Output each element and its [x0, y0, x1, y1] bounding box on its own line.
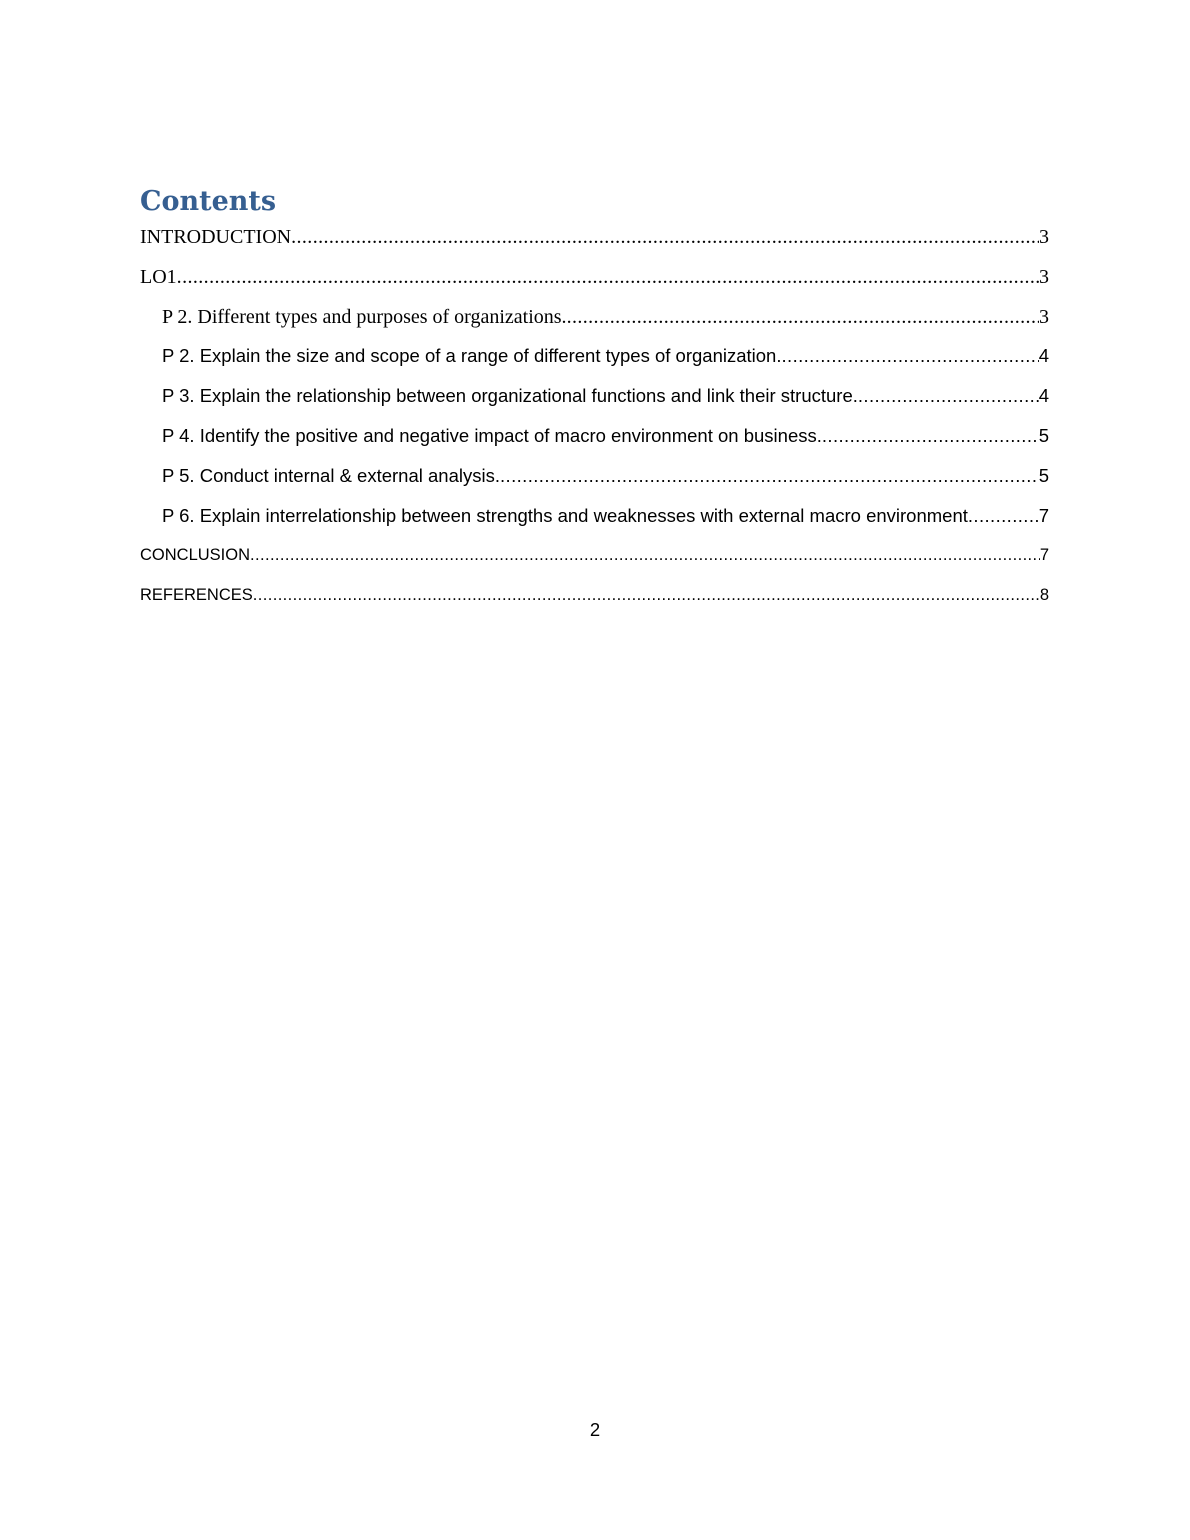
- dot-leader: [253, 582, 1040, 608]
- toc-entry-page: 3: [1039, 305, 1049, 328]
- toc-entry-page: 5: [1038, 424, 1049, 446]
- toc-entry-label: REFERENCES: [140, 586, 253, 605]
- toc-entry-label: P 2. Different types and purposes of organizations.: [162, 305, 567, 328]
- toc-entry-lo1[interactable]: [140, 264, 1049, 304]
- toc-entry-label: P 3. Explain the relationship between organizational functions and link their structure.: [162, 385, 858, 407]
- toc-entry-page: 5: [1038, 464, 1049, 486]
- dot-leader: [968, 503, 1039, 529]
- toc-entry-page: 7: [1038, 504, 1049, 526]
- toc-entry-page: 3: [1039, 265, 1049, 288]
- toc-entry-p6-interrelationship[interactable]: [140, 503, 1049, 543]
- toc-entry-label: P 6. Explain interrelationship between strengths and weaknesses with external macro environment: [162, 504, 968, 526]
- toc-entry-label: INTRODUCTION: [140, 226, 292, 248]
- toc-entry-introduction[interactable]: [140, 224, 1049, 264]
- dot-leader: [781, 343, 1038, 369]
- dot-leader: [858, 383, 1039, 409]
- dot-leader: [500, 463, 1039, 489]
- toc-entry-conclusion[interactable]: [140, 542, 1049, 582]
- dot-leader: [250, 542, 1040, 568]
- toc-entry-label: P 4. Identify the positive and negative impact of macro environment on business.: [162, 424, 822, 446]
- table-of-contents: [140, 224, 1049, 622]
- dot-leader: [291, 224, 1039, 250]
- page-number: 2: [589, 1419, 601, 1440]
- toc-entry-p2-size-scope[interactable]: [140, 343, 1049, 383]
- toc-entry-p5-analysis[interactable]: [140, 463, 1049, 503]
- toc-entry-label: CONCLUSION: [140, 546, 251, 565]
- toc-entry-page: 8: [1039, 586, 1049, 605]
- dot-leader: [822, 423, 1039, 449]
- toc-entry-page: 7: [1039, 546, 1049, 565]
- toc-entry-label: P 2. Explain the size and scope of a range of different types of organization.: [162, 345, 782, 367]
- toc-entry-label: P 5. Conduct internal & external analysis.: [162, 464, 500, 486]
- toc-entry-p4-impact[interactable]: [140, 423, 1049, 463]
- toc-entry-references[interactable]: [140, 582, 1049, 622]
- dot-leader: [177, 264, 1039, 290]
- toc-title: Contents: [140, 186, 277, 217]
- toc-entry-page: 3: [1039, 226, 1049, 248]
- toc-entry-p2-types[interactable]: [140, 304, 1049, 344]
- toc-entry-label: LO1: [140, 265, 177, 288]
- toc-entry-p3-relationship[interactable]: [140, 383, 1049, 423]
- toc-entry-page: 4: [1038, 385, 1049, 407]
- toc-entry-page: 4: [1038, 345, 1049, 367]
- dot-leader: [567, 304, 1039, 330]
